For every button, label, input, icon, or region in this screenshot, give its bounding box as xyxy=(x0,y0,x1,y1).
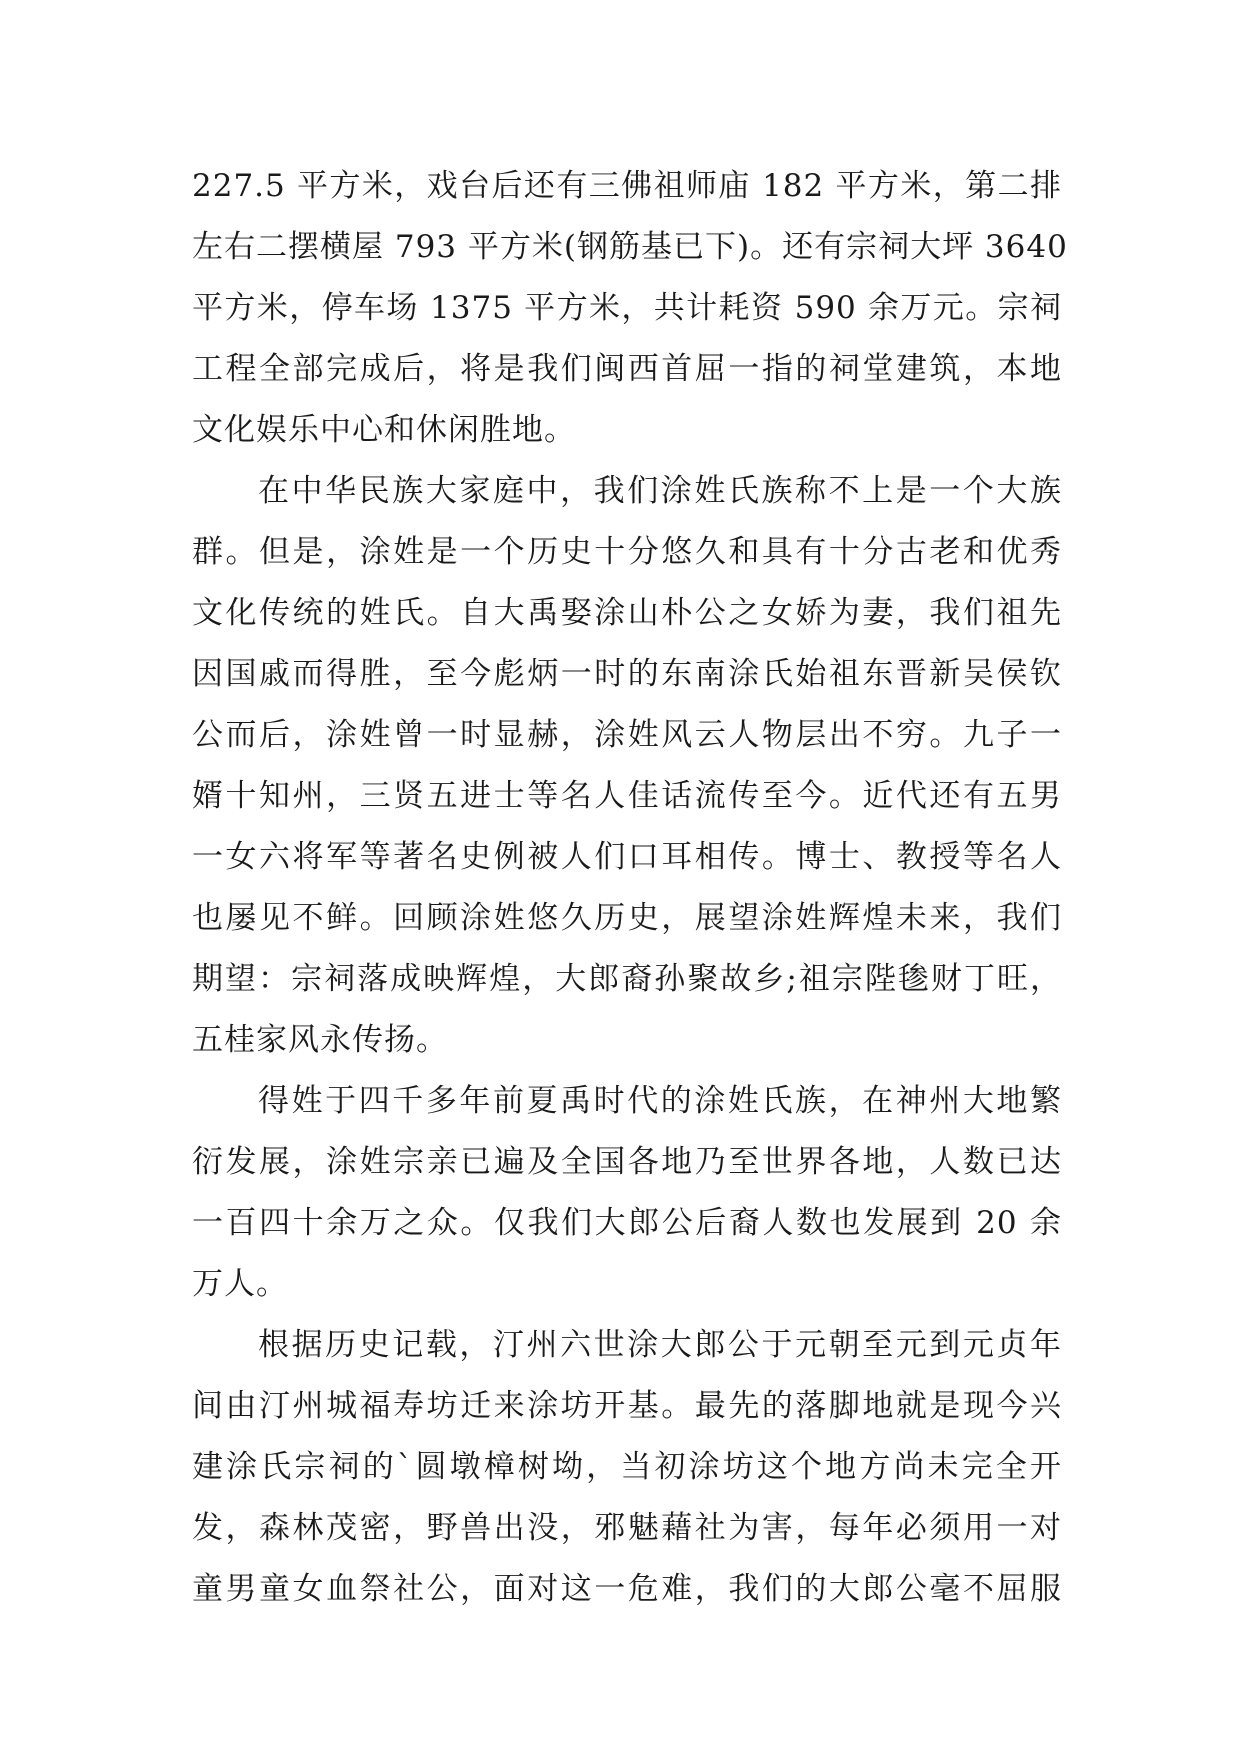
text-line: 群。但是，涂姓是一个历史十分悠久和具有十分古老和优秀 xyxy=(192,534,1062,570)
text-line: 童男童女血祭社公，面对这一危难，我们的大郎公毫不屈服 xyxy=(192,1571,1062,1607)
text-line: 227.5 平方米，戏台后还有三佛祖师庙 182 平方米，第二排 xyxy=(192,168,1062,204)
text-line: 一百四十余万之众。仅我们大郎公后裔人数也发展到 20 余 xyxy=(192,1205,1062,1241)
text-line: 在中华民族大家庭中，我们涂姓氏族称不上是一个大族 xyxy=(258,473,1062,509)
text-line: 平方米，停车场 1375 平方米，共计耗资 590 余万元。宗祠 xyxy=(192,290,1062,326)
text-line: 发，森林茂密，野兽出没，邪魅藉社为害，每年必须用一对 xyxy=(192,1510,1062,1546)
text-line: 因国戚而得胜，至今彪炳一时的东南涂氏始祖东晋新吴侯钦 xyxy=(192,656,1062,692)
text-line: 文化传统的姓氏。自大禹娶涂山朴公之女娇为妻，我们祖先 xyxy=(192,595,1062,631)
paragraph xyxy=(192,156,1068,461)
text-line: 间由汀州城福寿坊迁来涂坊开基。最先的落脚地就是现今兴 xyxy=(192,1388,1062,1424)
text-line: 公而后，涂姓曾一时显赫，涂姓风云人物层出不穷。九子一 xyxy=(192,717,1062,753)
text-line: 得姓于四千多年前夏禹时代的涂姓氏族，在神州大地繁 xyxy=(258,1083,1062,1119)
text-line: 也屡见不鲜。回顾涂姓悠久历史，展望涂姓辉煌未来，我们 xyxy=(192,900,1062,936)
text-line: 建涂氏宗祠的`圆墩樟树坳，当初涂坊这个地方尚未完全开 xyxy=(192,1449,1062,1485)
text-line: 一女六将军等著名史例被人们口耳相传。博士、教授等名人 xyxy=(192,839,1062,875)
text-line: 左右二摆横屋 793 平方米(钢筋基已下)。还有宗祠大坪 3640 xyxy=(192,229,1068,265)
text-line: 根据历史记载，汀州六世涂大郎公于元朝至元到元贞年 xyxy=(258,1327,1062,1363)
text-line: 期望：宗祠落成映辉煌，大郎裔孙聚故乡;祖宗陛毶财丁旺， xyxy=(192,961,1062,997)
text-line: 万人。 xyxy=(192,1266,288,1302)
paragraph xyxy=(192,461,1062,1071)
text-line: 工程全部完成后，将是我们闽西首屈一指的祠堂建筑，本地 xyxy=(192,351,1062,387)
paragraph xyxy=(192,1071,1062,1315)
text-line: 衍发展，涂姓宗亲已遍及全国各地乃至世界各地，人数已达 xyxy=(192,1144,1062,1180)
text-line: 五桂家风永传扬。 xyxy=(192,1022,448,1058)
text-line: 婿十知州，三贤五进士等名人佳话流传至今。近代还有五男 xyxy=(192,778,1062,814)
text-line: 文化娱乐中心和休闲胜地。 xyxy=(192,412,576,448)
document-body xyxy=(192,156,1068,1620)
paragraph xyxy=(192,1315,1062,1620)
